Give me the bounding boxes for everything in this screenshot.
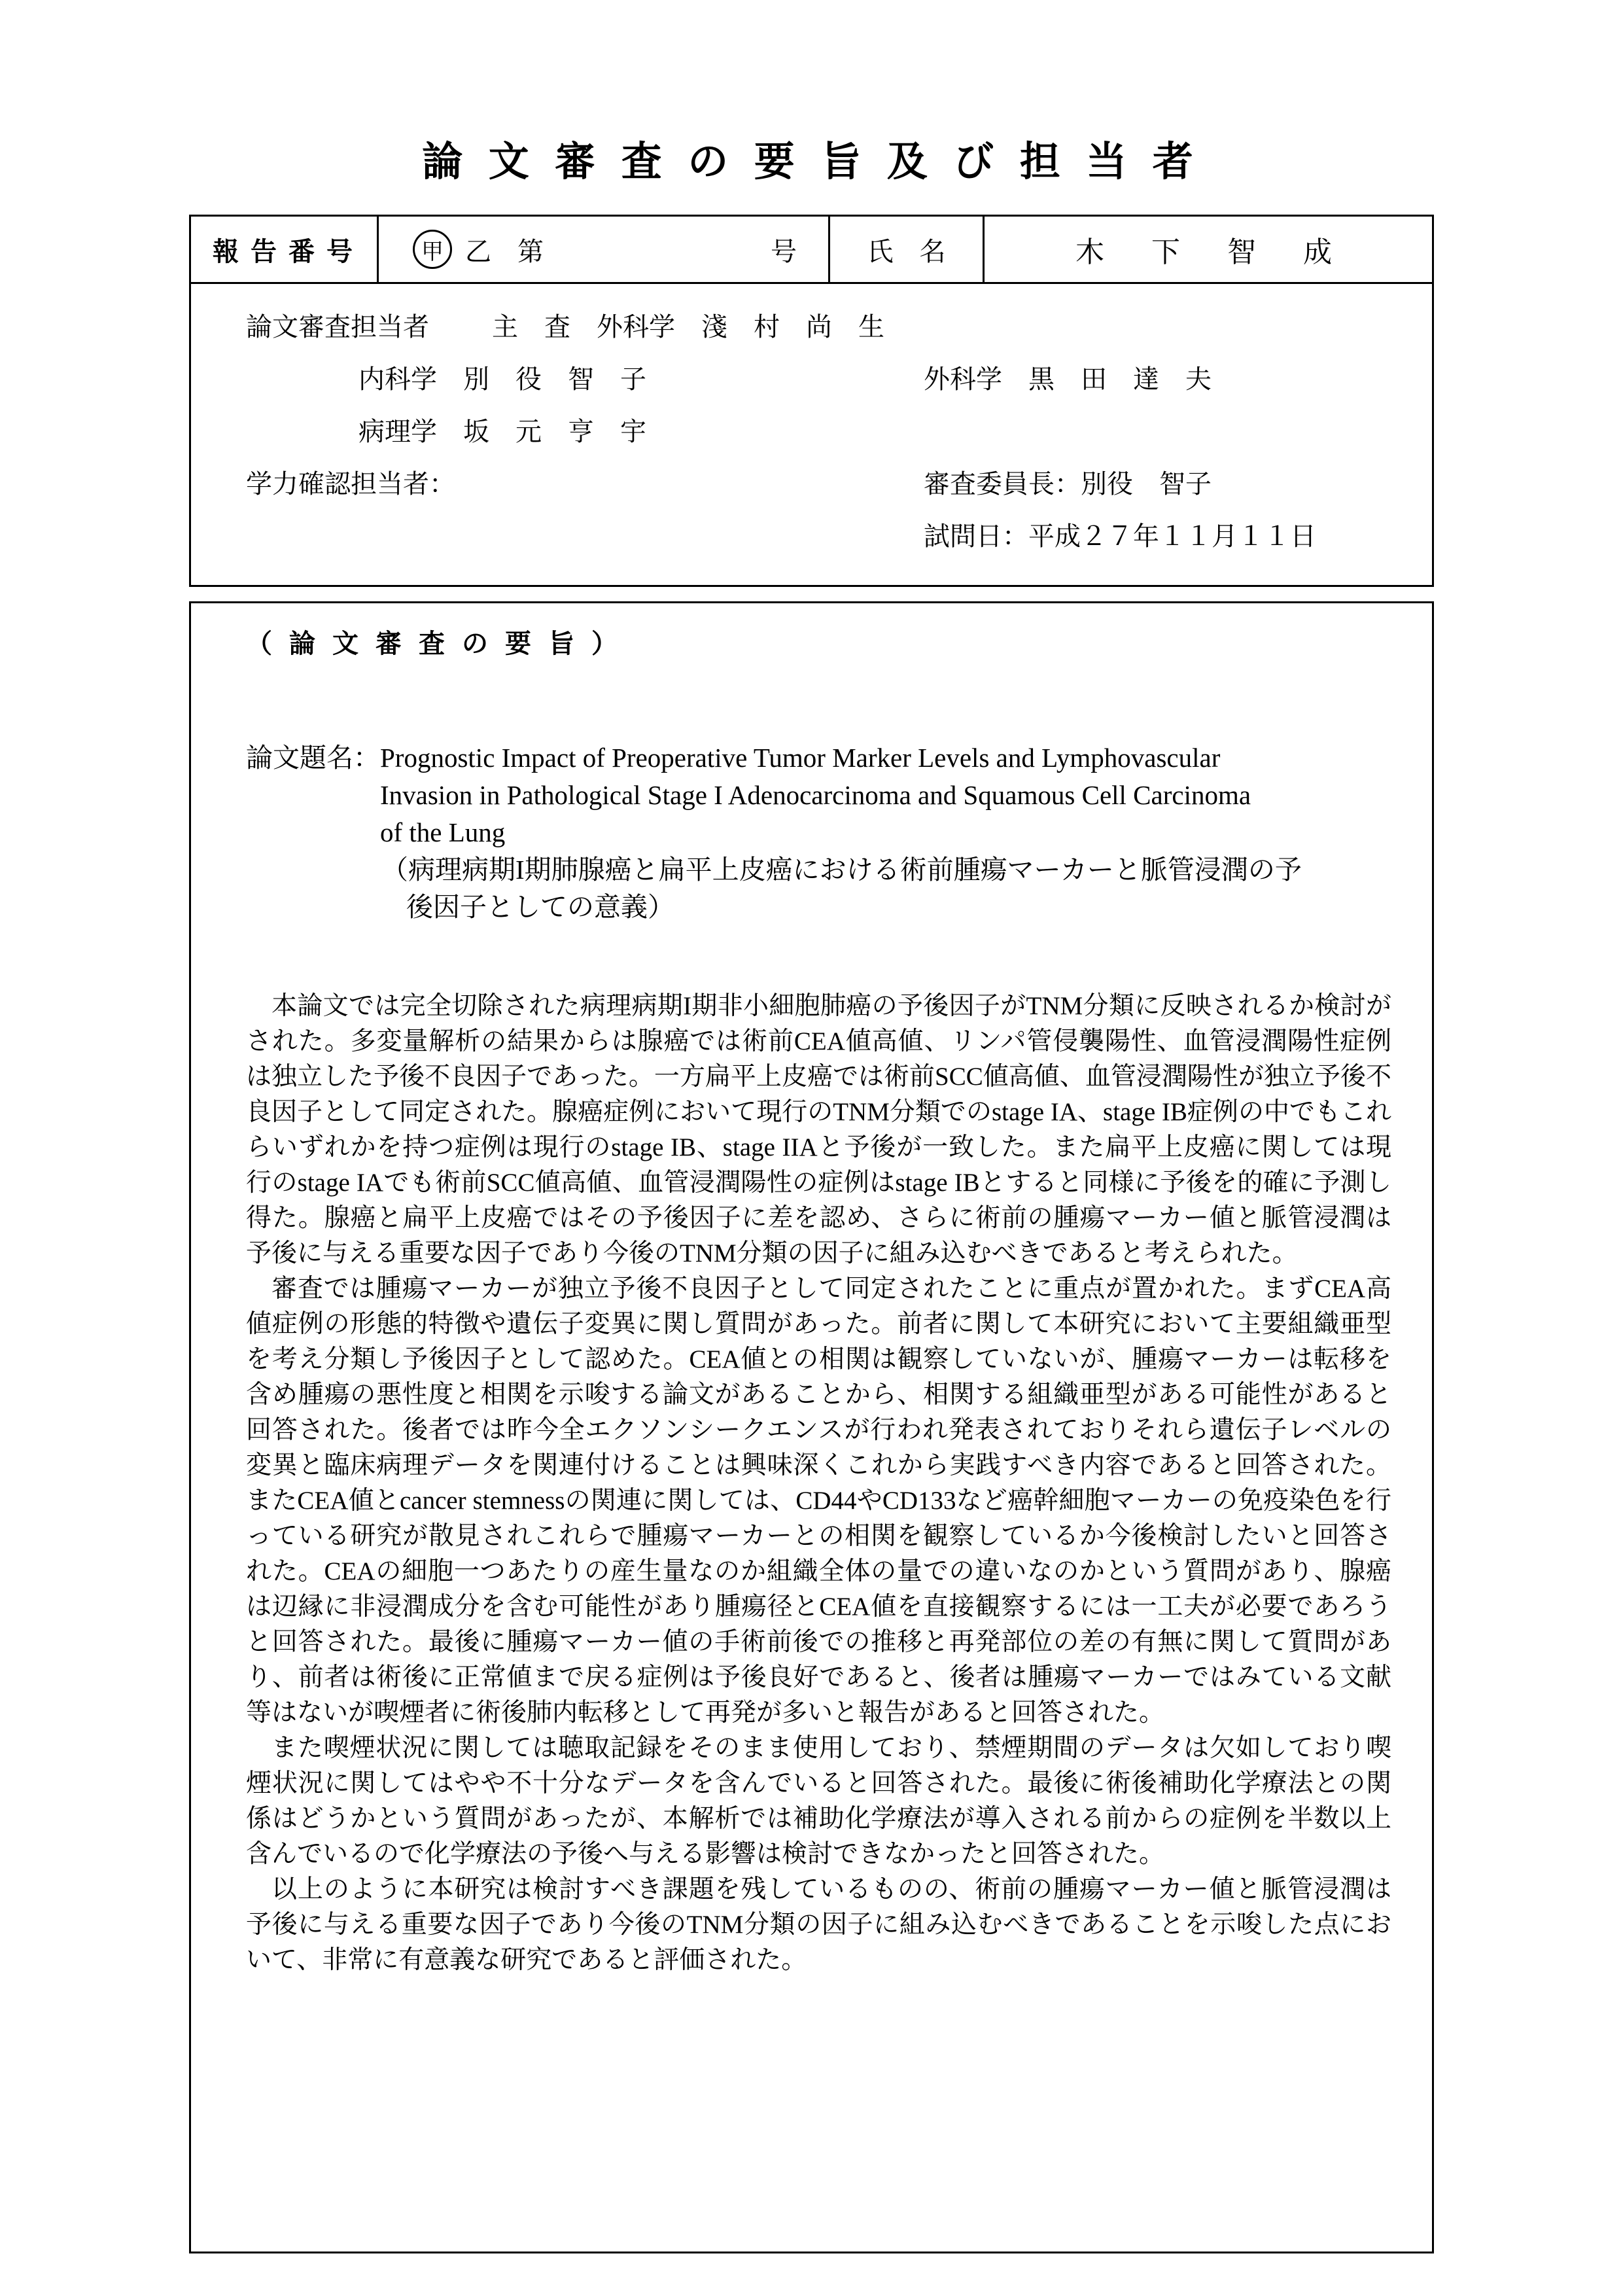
thesis-title-ja-line: 後因子としての意義）: [406, 892, 674, 922]
thesis-title-en-line: Prognostic Impact of Preoperative Tumor Marker Levels and Lymphovascular: [380, 743, 1221, 773]
exam-date: 試問日：平成２７年１１月１１日: [924, 521, 1316, 551]
committee-line-exam-date: [246, 510, 1393, 563]
thesis-title-ja-line: （病理病期I期肺腺癌と扁平上皮癌における術前腫瘍マーカーと脈管浸潤の予: [381, 855, 1302, 885]
review-paragraph: 本論文では完全切除された病理病期I期非小細胞肺癌の予後因子がTNM分類に反映されるか検討がされた。多変量解析の結果からは腺癌では術前CEA値高値、リンパ管侵襲陽性、血管浸潤陽性症例は独立した予後不良因子であった。一方扁平上皮癌では術前SCC値高値、血管浸潤陽性が独立予後不良因子として同定された。腺癌症例において現行のTNM分類でのstage IA、stage IB症例の中でもこれらいずれかを持つ症例は現行のstage IB、stage IIAと予後が一致した。また扁平上皮癌に関しては現行のstage IAでも術前SCC値高値、血管浸潤陽性の症例はstage IBとすると同様に予後を的確に予測し得た。腺癌と扁平上皮癌ではその予後因子に差を認め、さらに術前の腫瘍マーカー値と脈管浸潤は予後に与える重要な因子であり今後のTNM分類の因子に組み込むべきであると考えられた。: [246, 992, 1391, 1267]
report-number-cell: [379, 217, 830, 282]
committee-member-2: 外科学 黒 田 達 夫: [924, 364, 1212, 394]
review-paragraph: 審査では腫瘍マーカーが独立予後不良因子として同定されたことに重点が置かれた。まずCEA高値症例の形態的特徴や遺伝子変異に関し質問があった。前者に関して本研究において主要組織亜型を考え分類し予後因子として認めた。CEA値との相関は観察していないが、腫瘍マーカーは転移を含め腫瘍の悪性度と相関を示唆する論文があることから、相関する組織亜型がある可能性があると回答された。後者では昨今全エクソンシークエンスが行われ発表されておりそれら遺伝子レベルの変異と臨床病理データを関連付けることは興味深くこれから実践すべき内容であると回答された。またCEA値とcancer stemnessの関連に関しては、CD44やCD133など癌幹細胞マーカーの免疫染色を行っている研究が散見されこれらで腫瘍マーカーとの相関を観察しているか今後検討したいと回答された。CEAの細胞一つあたりの産生量なのか組織全体の量での違いなのかという質問があり、腺癌は辺縁に非浸潤成分を含む可能性があり腫瘍径とCEA値を直接観察するには一工夫が必要であろうと回答された。最後に腫瘍マーカー値の手術前後での推移と再発部位の差の有無に関して質問があり、前者は術後に正常値まで戻る症例は予後良好であると、後者は腫瘍マーカーではみている文献等はないが喫煙者に術後肺内転移として再発が多いと報告があると回答された。: [246, 1275, 1391, 1727]
committee-member-1: 内科学 別 役 智 子: [358, 364, 646, 394]
chief-examiner: 主 査 外科学 淺 村 尚 生: [492, 312, 884, 342]
committee-line-members-2: [246, 406, 1393, 458]
summary-section-heading: （ 論 文 審 査 の 要 旨 ）: [246, 629, 623, 658]
name-label: 氏 名: [830, 217, 985, 282]
committee-member-3: 病理学 坂 元 亨 宇: [358, 417, 646, 446]
review-paragraph: 以上のように本研究は検討すべき課題を残しているものの、術前の腫瘍マーカー値と脈管浸潤は予後に与える重要な因子であり今後のTNM分類の因子に組み込むべきであることを示唆した点において、非常に有意義な研究であると評価された。: [246, 1875, 1391, 1974]
name-value: 木 下 智 成: [1075, 236, 1341, 268]
thesis-title-en-line: of the Lung: [380, 817, 506, 847]
gou-label: 号: [771, 236, 797, 266]
committee-line-members-1: [246, 353, 1393, 406]
report-number-label: 報 告 番 号: [191, 217, 379, 282]
review-summary-box: [189, 601, 1434, 2253]
otsu-dai-label: 乙 第: [465, 236, 544, 266]
committee-line-academic: [246, 458, 1393, 510]
thesis-title-label: 論文題名：: [246, 743, 380, 773]
thesis-title-block: [246, 739, 1391, 926]
kou-circled-mark: 甲: [413, 230, 452, 269]
report-number-row: [191, 217, 1432, 284]
thesis-title-en-line: Invasion in Pathological Stage I Adenocarcinoma and Squamous Cell Carcinoma: [380, 780, 1251, 810]
committee-line-reviewers: [246, 301, 1393, 353]
academic-confirmation-label: 学力確認担当者：: [246, 469, 455, 499]
page-title: 論 文 審 査 の 要 旨 及 び 担 当 者: [422, 140, 1201, 185]
committee-block: [191, 284, 1432, 585]
thesis-title-lines: [380, 739, 1391, 926]
reviewers-label: 論文審査担当者: [246, 312, 429, 342]
committee-chair: 審査委員長：別役 智子: [924, 469, 1212, 499]
review-paragraph: また喫煙状況に関しては聴取記録をそのまま使用しており、禁煙期間のデータは欠如しており喫煙状況に関してはやや不十分なデータを含んでいると回答された。最後に術後補助化学療法との関係はどうかという質問があったが、本解析では補助化学療法が導入される前からの症例を半数以上含んでいるので化学療法の予後へ与える影響は検討できなかったと回答された。: [246, 1734, 1391, 1868]
review-body: [246, 989, 1391, 1978]
report-header-table: [189, 215, 1434, 587]
